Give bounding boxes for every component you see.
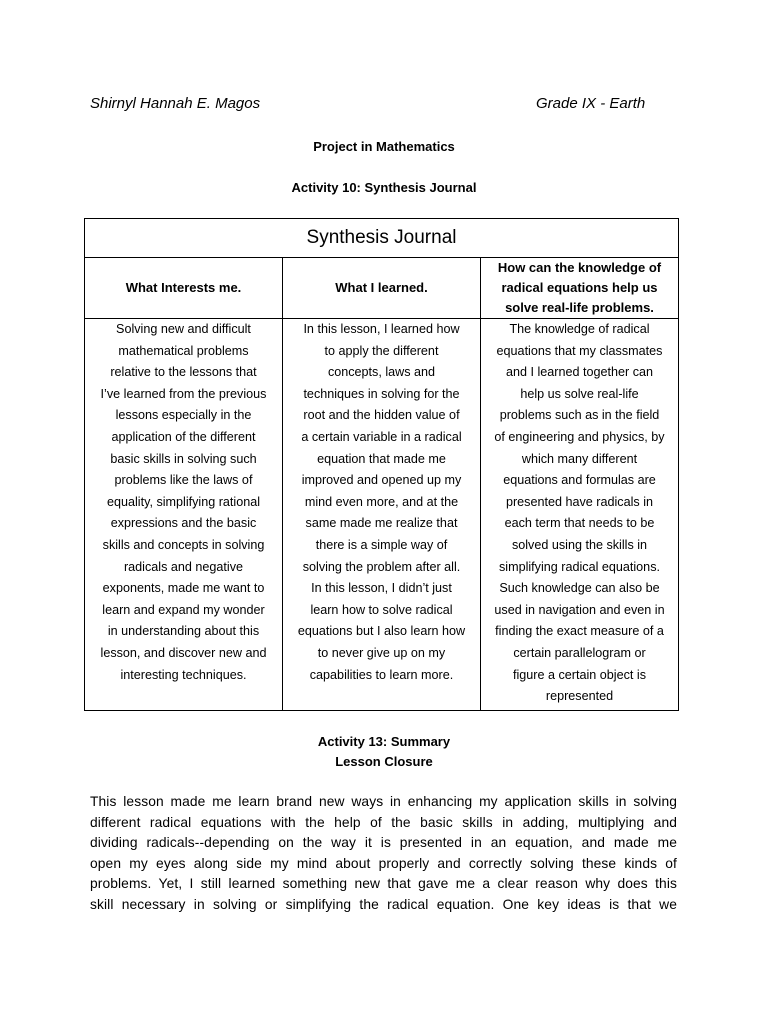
body-line: Such knowledge can also be (499, 581, 660, 596)
column-body-interests (85, 319, 283, 711)
body-line: problems such as in the field (499, 408, 660, 423)
body-line: equation that made me (317, 451, 446, 466)
body-line: used in navigation and even in (494, 602, 665, 617)
body-line: In this lesson, I learned how (303, 322, 460, 336)
body-line: equations that my classmates (496, 343, 663, 358)
body-line: Solving new and difficult (116, 322, 251, 336)
column-body-real-life (481, 319, 679, 711)
journal-body-row (85, 319, 679, 711)
journal-title-row (85, 219, 679, 258)
body-line: equations and formulas are (503, 473, 656, 488)
activity10-title: Activity 10: Synthesis Journal (291, 180, 477, 195)
lesson-closure-title: Lesson Closure (335, 754, 433, 769)
body-line: finding the exact measure of a (495, 624, 664, 639)
body-line: interesting techniques. (120, 667, 247, 682)
body-line: The knowledge of radical (509, 322, 650, 336)
body-line: equations but I also learn how (297, 624, 466, 639)
summary-line: This lesson made me learn brand new ways in enhancing my application skills in solving (90, 794, 677, 809)
journal-header-row (85, 258, 679, 319)
body-line: each term that needs to be (504, 516, 655, 531)
body-line: help us solve real-life (520, 386, 639, 401)
body-line: there is a simple way of (315, 537, 448, 552)
body-line: and I learned together can (505, 365, 654, 380)
student-name: Shirnyl Hannah E. Magos (90, 95, 261, 112)
body-line: expressions and the basic (110, 516, 257, 531)
body-line: concepts, laws and (327, 365, 436, 380)
synthesis-journal-table (84, 218, 679, 711)
body-line: skills and concepts in solving (102, 537, 265, 552)
body-line: learn how to solve radical (310, 602, 453, 617)
body-line: basic skills in solving such (110, 451, 257, 466)
summary-line: open my eyes along side my mind about properly and correctly solving these kinds of (90, 855, 677, 871)
body-line: root and the hidden value of (303, 408, 460, 423)
body-line: to never give up on my (317, 645, 446, 660)
body-line: in understanding about this (107, 624, 260, 639)
project-title: Project in Mathematics (313, 139, 455, 154)
body-line: solving the problem after all. (302, 559, 461, 574)
column-body-learned (283, 319, 481, 711)
body-line: solved using the skills in (511, 537, 648, 552)
body-line: capabilities to learn more. (309, 667, 454, 682)
column-header-real-life: How can the knowledge of radical equations help us solve real-life problems. (481, 258, 679, 319)
body-line: lessons especially in the (115, 408, 252, 423)
summary-line: dividing radicals--depending on the way it is presented in an equation, and made me (90, 835, 677, 851)
body-line: to apply the different (324, 343, 439, 358)
body-line: simplifying radical equations. (498, 559, 660, 574)
body-line: equality, simplifying rational (106, 494, 261, 509)
summary-line: different radical equations with the help of the basic skills in adding, multiplying and (90, 814, 677, 830)
grade-section: Grade IX - Earth (536, 95, 646, 112)
body-line: mathematical problems (118, 343, 249, 358)
body-line: learn and expand my wonder (102, 602, 265, 617)
body-line: improved and opened up my (301, 473, 462, 488)
body-line: of engineering and physics, by (494, 429, 665, 444)
column-header-learned: What I learned. (283, 258, 481, 319)
journal-title: Synthesis Journal (85, 219, 679, 258)
body-line: represented (545, 689, 614, 704)
body-line: which many different (521, 451, 638, 466)
body-line: application of the different (111, 429, 256, 444)
summary-paragraph (90, 792, 677, 916)
body-line: a certain variable in a radical (301, 429, 462, 444)
activity13-title: Activity 13: Summary (317, 734, 451, 749)
body-line: relative to the lessons that (110, 365, 257, 380)
body-line: figure a certain object is (512, 667, 646, 682)
summary-line: problems. Yet, I still learned something new that gave me a clear reason why does this (90, 876, 677, 892)
body-line: problems like the laws of (114, 473, 253, 488)
body-line: techniques in solving for the (303, 386, 460, 401)
column-header-interests: What Interests me. (85, 258, 283, 319)
body-line: same made me realize that (305, 516, 458, 531)
body-line: I’ve learned from the previous (100, 386, 267, 401)
body-line: radicals and negative (123, 559, 244, 574)
body-line: In this lesson, I didn’t just (311, 581, 452, 596)
body-line: certain parallelogram or (513, 645, 646, 660)
body-line: mind even more, and at the (304, 494, 459, 509)
body-line: exponents, made me want to (102, 581, 265, 596)
body-line: lesson, and discover new and (100, 645, 267, 660)
summary-line: skill necessary in solving or simplifying the radical equation. One key ideas is that we (90, 896, 677, 912)
body-line: presented have radicals in (505, 494, 654, 509)
